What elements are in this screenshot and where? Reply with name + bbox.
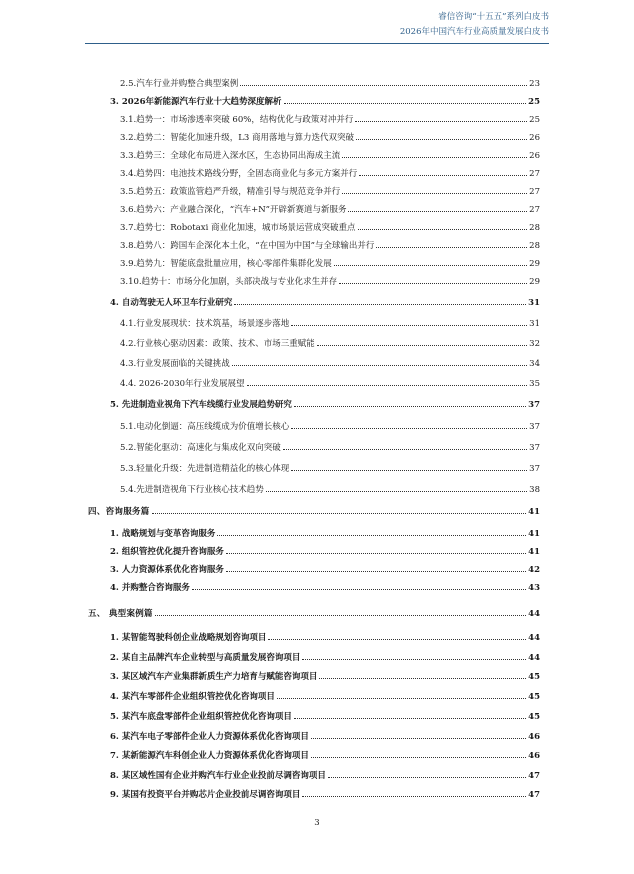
toc-entry[interactable] <box>110 560 540 580</box>
toc-entry[interactable] <box>120 334 540 354</box>
toc-entry[interactable] <box>120 314 540 334</box>
toc-leader-dots <box>334 264 527 266</box>
toc-entry[interactable] <box>120 128 540 148</box>
toc-section[interactable] <box>88 502 540 522</box>
toc-leader-dots <box>226 552 526 554</box>
toc-entry-label: 4.2.行业核心驱动因素：政策、技术、市场三重赋能 <box>120 339 315 349</box>
toc-entry[interactable] <box>120 417 540 437</box>
toc-entry-label: 6. 某汽车电子零部件企业人力资源体系优化咨询项目 <box>110 732 309 742</box>
header-report-title: 2026年中国汽车行业高质量发展白皮书 <box>399 26 549 37</box>
toc-leader-dots <box>311 737 526 739</box>
toc-leader-dots <box>277 697 526 699</box>
page-number: 3 <box>314 818 320 828</box>
toc-entry-label: 5.4.先进制造视角下行业核心技术趋势 <box>120 485 264 495</box>
toc-leader-dots <box>294 405 526 407</box>
toc-entry-page: 28 <box>529 223 540 233</box>
toc-entry-label: 5.2.智能化驱动：高速化与集成化双向突破 <box>120 443 281 453</box>
toc-entry-page: 45 <box>528 712 540 722</box>
toc-entry[interactable] <box>120 146 540 166</box>
toc-entry-label: 3.1.趋势一：市场渗透率突破 60%，结构优化与政策对冲并行 <box>120 115 354 125</box>
toc-entry-page: 26 <box>529 151 540 161</box>
toc-entry[interactable] <box>110 746 540 766</box>
toc-leader-dots <box>328 776 526 778</box>
toc-entry-label: 3. 某区域汽车产业集群新质生产力培育与赋能咨询项目 <box>110 672 318 682</box>
toc-leader-dots <box>268 638 526 640</box>
toc-entry-page: 37 <box>529 443 540 453</box>
toc-entry[interactable] <box>120 438 540 458</box>
page-header <box>400 10 549 39</box>
toc-entry[interactable] <box>110 727 540 747</box>
toc-leader-dots <box>358 228 528 230</box>
toc-entry-label: 3.8.趋势八：跨国车企深化本土化，“在中国为中国”与全球输出并行 <box>120 241 375 251</box>
toc-entry[interactable] <box>110 628 540 648</box>
toc-entry-page: 43 <box>528 583 540 593</box>
toc-entry-label: 3.9.趋势九：智能底盘批量应用，核心零部件集群化发展 <box>120 259 332 269</box>
toc-entry[interactable] <box>110 687 540 707</box>
toc-section[interactable] <box>88 604 540 624</box>
toc-entry-page: 41 <box>528 529 540 539</box>
toc-entry-page: 42 <box>528 565 540 575</box>
toc-entry-label: 3.7.趋势七：Robotaxi 商业化加速，城市场景运营成突破重点 <box>120 223 356 233</box>
toc-entry[interactable] <box>120 164 540 184</box>
toc-entry-page: 29 <box>529 259 540 269</box>
toc-leader-dots <box>348 210 527 212</box>
toc-entry-page: 34 <box>529 359 540 369</box>
toc-entry-label: 5. 某汽车底盘零部件企业组织管控优化咨询项目 <box>110 712 292 722</box>
toc-entry-label: 1. 某智能驾驶科创企业战略规划咨询项目 <box>110 633 267 643</box>
toc-entry-label: 3. 人力资源体系优化咨询服务 <box>110 565 224 575</box>
toc-entry-label: 4.1.行业发展现状：技术筑基，场景逐步落地 <box>120 319 290 329</box>
toc-entry-page: 44 <box>528 653 540 663</box>
toc-leader-dots <box>291 324 527 326</box>
toc-section-label: 五、 典型案例篇 <box>88 609 153 619</box>
toc-leader-dots <box>339 282 527 284</box>
toc-entry-page: 46 <box>528 732 540 742</box>
toc-entry[interactable] <box>110 524 540 544</box>
toc-entry-page: 37 <box>529 422 540 432</box>
toc-leader-dots <box>342 192 527 194</box>
toc-entry-page: 27 <box>529 205 540 215</box>
toc-entry-page: 31 <box>528 298 540 308</box>
toc-entry-page: 29 <box>529 277 540 287</box>
toc-entry[interactable] <box>120 200 540 220</box>
toc-section-label: 四、咨询服务篇 <box>88 507 150 517</box>
toc-leader-dots <box>155 614 526 616</box>
toc-leader-dots <box>232 364 527 366</box>
toc-entry-page: 45 <box>528 692 540 702</box>
toc-leader-dots <box>356 138 527 140</box>
toc-entry[interactable] <box>120 374 540 394</box>
toc-leader-dots <box>342 156 527 158</box>
toc-leader-dots <box>247 384 528 386</box>
toc-leader-dots <box>152 512 527 514</box>
toc-leader-dots <box>302 658 526 660</box>
toc-leader-dots <box>291 427 527 429</box>
toc-entry[interactable] <box>120 272 540 292</box>
toc-entry-label: 2.5.汽车行业并购整合典型案例 <box>120 79 239 89</box>
toc-leader-dots <box>283 448 527 450</box>
toc-leader-dots <box>355 120 527 122</box>
toc-entry-label: 3.2.趋势二：智能化加速升级，L3 商用落地与算力迭代双突破 <box>120 133 354 143</box>
toc-leader-dots <box>266 490 527 492</box>
toc-entry-label: 3.6.趋势六：产业融合深化，“汽车+N”开辟新赛道与新服务 <box>120 205 347 215</box>
toc-entry-label: 8. 某区域性国有企业并购汽车行业企业投前尽调咨询项目 <box>110 771 326 781</box>
toc-entry-label: 9. 某国有投资平台并购芯片企业投前尽调咨询项目 <box>110 790 301 800</box>
toc-entry[interactable] <box>110 648 540 668</box>
toc-entry-label: 3.5.趋势五：政策监管趋严升级，精准引导与规范竞争并行 <box>120 187 341 197</box>
header-divider <box>85 43 549 44</box>
toc-entry[interactable] <box>120 354 540 374</box>
toc-leader-dots <box>192 588 526 590</box>
toc-entry-label: 3.4.趋势四：电池技术路线分野，全固态商业化与多元方案并行 <box>120 169 358 179</box>
toc-entry[interactable] <box>110 92 540 112</box>
toc-entry[interactable] <box>110 395 540 415</box>
toc-leader-dots <box>311 756 526 758</box>
header-series-title: 睿信咨询“十五五”系列白皮书 <box>438 12 549 22</box>
toc-entry[interactable] <box>110 785 540 805</box>
toc-entry[interactable] <box>120 182 540 202</box>
toc-entry-page: 47 <box>528 790 540 800</box>
toc-entry-label: 4. 并购整合咨询服务 <box>110 583 190 593</box>
toc-entry-label: 7. 某新能源汽车科创企业人力资源体系优化咨询项目 <box>110 751 309 761</box>
toc-entry-page: 31 <box>529 319 540 329</box>
toc-leader-dots <box>234 303 526 305</box>
toc-entry-page: 46 <box>528 751 540 761</box>
toc-leader-dots <box>319 677 526 679</box>
toc-entry-page: 41 <box>528 547 540 557</box>
toc-leader-dots <box>302 795 526 797</box>
toc-entry-label: 5. 先进制造业视角下汽车线缆行业发展趋势研究 <box>110 400 292 410</box>
toc-entry-label: 5.1.电动化倒逼：高压线缆成为价值增长核心 <box>120 422 290 432</box>
toc-leader-dots <box>294 717 526 719</box>
toc-entry-page: 44 <box>528 633 540 643</box>
toc-entry-page: 45 <box>528 672 540 682</box>
toc-entry-page: 41 <box>528 507 540 517</box>
toc-entry-label: 4.4. 2026-2030年行业发展展望 <box>120 379 245 389</box>
toc-entry-label: 4.3.行业发展面临的关键挑战 <box>120 359 230 369</box>
toc-leader-dots <box>317 344 527 346</box>
toc-entry[interactable] <box>120 459 540 479</box>
toc-entry-page: 27 <box>529 187 540 197</box>
toc-entry-page: 35 <box>529 379 540 389</box>
toc-entry-page: 25 <box>528 97 540 107</box>
toc-leader-dots <box>359 174 527 176</box>
toc-entry-page: 38 <box>529 485 540 495</box>
toc-entry[interactable] <box>120 218 540 238</box>
toc-entry-label: 5.3.轻量化升级：先进制造精益化的核心体现 <box>120 464 290 474</box>
toc-entry-page: 23 <box>529 79 540 89</box>
toc-entry-page: 44 <box>528 609 540 619</box>
toc-entry[interactable] <box>110 766 540 786</box>
toc-leader-dots <box>376 246 527 248</box>
toc-entry-page: 32 <box>529 339 540 349</box>
toc-entry-page: 37 <box>528 400 540 410</box>
toc-entry[interactable] <box>110 578 540 598</box>
toc-entry-page: 26 <box>529 133 540 143</box>
toc-entry[interactable] <box>110 542 540 562</box>
toc-leader-dots <box>226 570 526 572</box>
toc-entry[interactable] <box>120 236 540 256</box>
toc-leader-dots <box>291 469 527 471</box>
toc-entry-page: 25 <box>529 115 540 125</box>
toc-entry-page: 28 <box>529 241 540 251</box>
toc-entry-label: 3.3.趋势三：全球化布局进入深水区，生态协同出海成主流 <box>120 151 341 161</box>
toc-entry[interactable] <box>110 293 540 313</box>
toc-entry[interactable] <box>120 74 540 94</box>
toc-leader-dots <box>240 84 527 86</box>
toc-leader-dots <box>217 534 526 536</box>
toc-entry[interactable] <box>110 707 540 727</box>
toc-entry-label: 4. 自动驾驶无人环卫车行业研究 <box>110 298 233 308</box>
toc-entry[interactable] <box>120 254 540 274</box>
toc-entry-page: 47 <box>528 771 540 781</box>
toc-entry[interactable] <box>110 667 540 687</box>
toc-entry-page: 37 <box>529 464 540 474</box>
toc-entry-label: 1. 战略规划与变革咨询服务 <box>110 529 216 539</box>
toc-entry-label: 2. 组织管控优化提升咨询服务 <box>110 547 224 557</box>
toc-entry-label: 2. 某自主品牌汽车企业转型与高质量发展咨询项目 <box>110 653 301 663</box>
toc-entry[interactable] <box>120 480 540 500</box>
toc-entry-page: 27 <box>529 169 540 179</box>
toc-entry[interactable] <box>120 110 540 130</box>
toc-entry-label: 3. 2026年新能源汽车行业十大趋势深度解析 <box>110 97 282 107</box>
toc-leader-dots <box>284 102 527 104</box>
toc-entry-label: 3.10.趋势十：市场分化加剧，头部决战与专业化求生并存 <box>120 277 338 287</box>
toc-entry-label: 4. 某汽车零部件企业组织管控优化咨询项目 <box>110 692 275 702</box>
